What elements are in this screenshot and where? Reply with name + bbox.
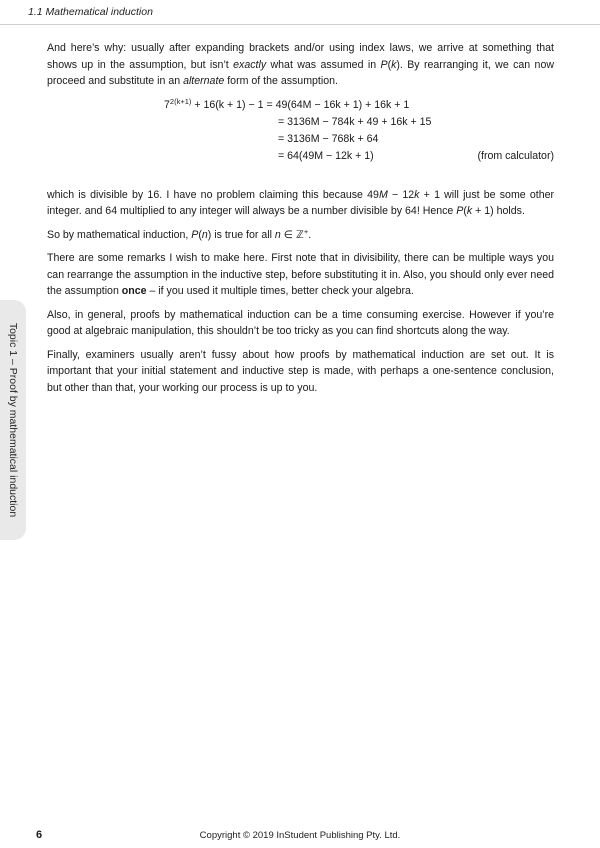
equation-line-4: = 64(49M − 12k + 1): [278, 149, 374, 162]
equation-line-2: = 3136M − 784k + 49 + 16k + 15: [278, 115, 432, 128]
paragraph-4: There are some remarks I wish to make here. First note that in divisibility, there can be multiple ways you can rearrange the assumption in the inductive step, before substituting it in. Also, you should only ever need the assumption once – if you used it multiple times, better check your algebra.: [47, 252, 554, 297]
equation-block: [47, 97, 554, 181]
header-divider: [0, 24, 600, 25]
paragraph-1: And here’s why: usually after expanding brackets and/or using index laws, we arrive at something that shows up in the assumption, but isn’t exactly what was assumed in P(k). By rearranging it, we can now proceed and substitute in an alternate form of the assumption.: [47, 42, 554, 87]
page-number: 6: [36, 829, 43, 841]
paragraph-3: So by mathematical induction, P(n) is true for all n ∈ ℤ+.: [47, 226, 312, 241]
paragraph-5: Also, in general, proofs by mathematical induction can be a time consuming exercise. However if you’re good at algebraic manipulation, this shouldn’t be too tricky as you can find shortcuts along the way.: [47, 308, 554, 337]
equation-note: (from calculator): [477, 149, 554, 162]
running-header: 1.1 Mathematical induction: [28, 6, 153, 18]
copyright-notice: Copyright © 2019 InStudent Publishing Pty. Ltd.: [199, 830, 401, 841]
equation-line-3: = 3136M − 768k + 64: [278, 132, 379, 145]
page-body: [47, 40, 554, 403]
equation-line-1: $7^{2(k+1)} + 16(k + 1) - 1 = 49(64M - 16k + 1) + 16k + 1$: [164, 96, 410, 111]
paragraph-6: Finally, examiners usually aren’t fussy about how proofs by mathematical induction are set out. It is important that your initial statement and inductive step is made, with perhaps a one-sentence conclusion, but other than that, your working our process is up to you.: [47, 348, 554, 394]
side-tab-label: Topic 1 – Proof by mathematical induction: [7, 322, 19, 518]
paragraph-2: which is divisible by 16. I have no problem claiming this because 49M − 12k + 1 will just be some other integer. and 64 multiplied to any integer will always be a number divisible by 64! Hence P(k + 1) holds.: [47, 188, 555, 217]
